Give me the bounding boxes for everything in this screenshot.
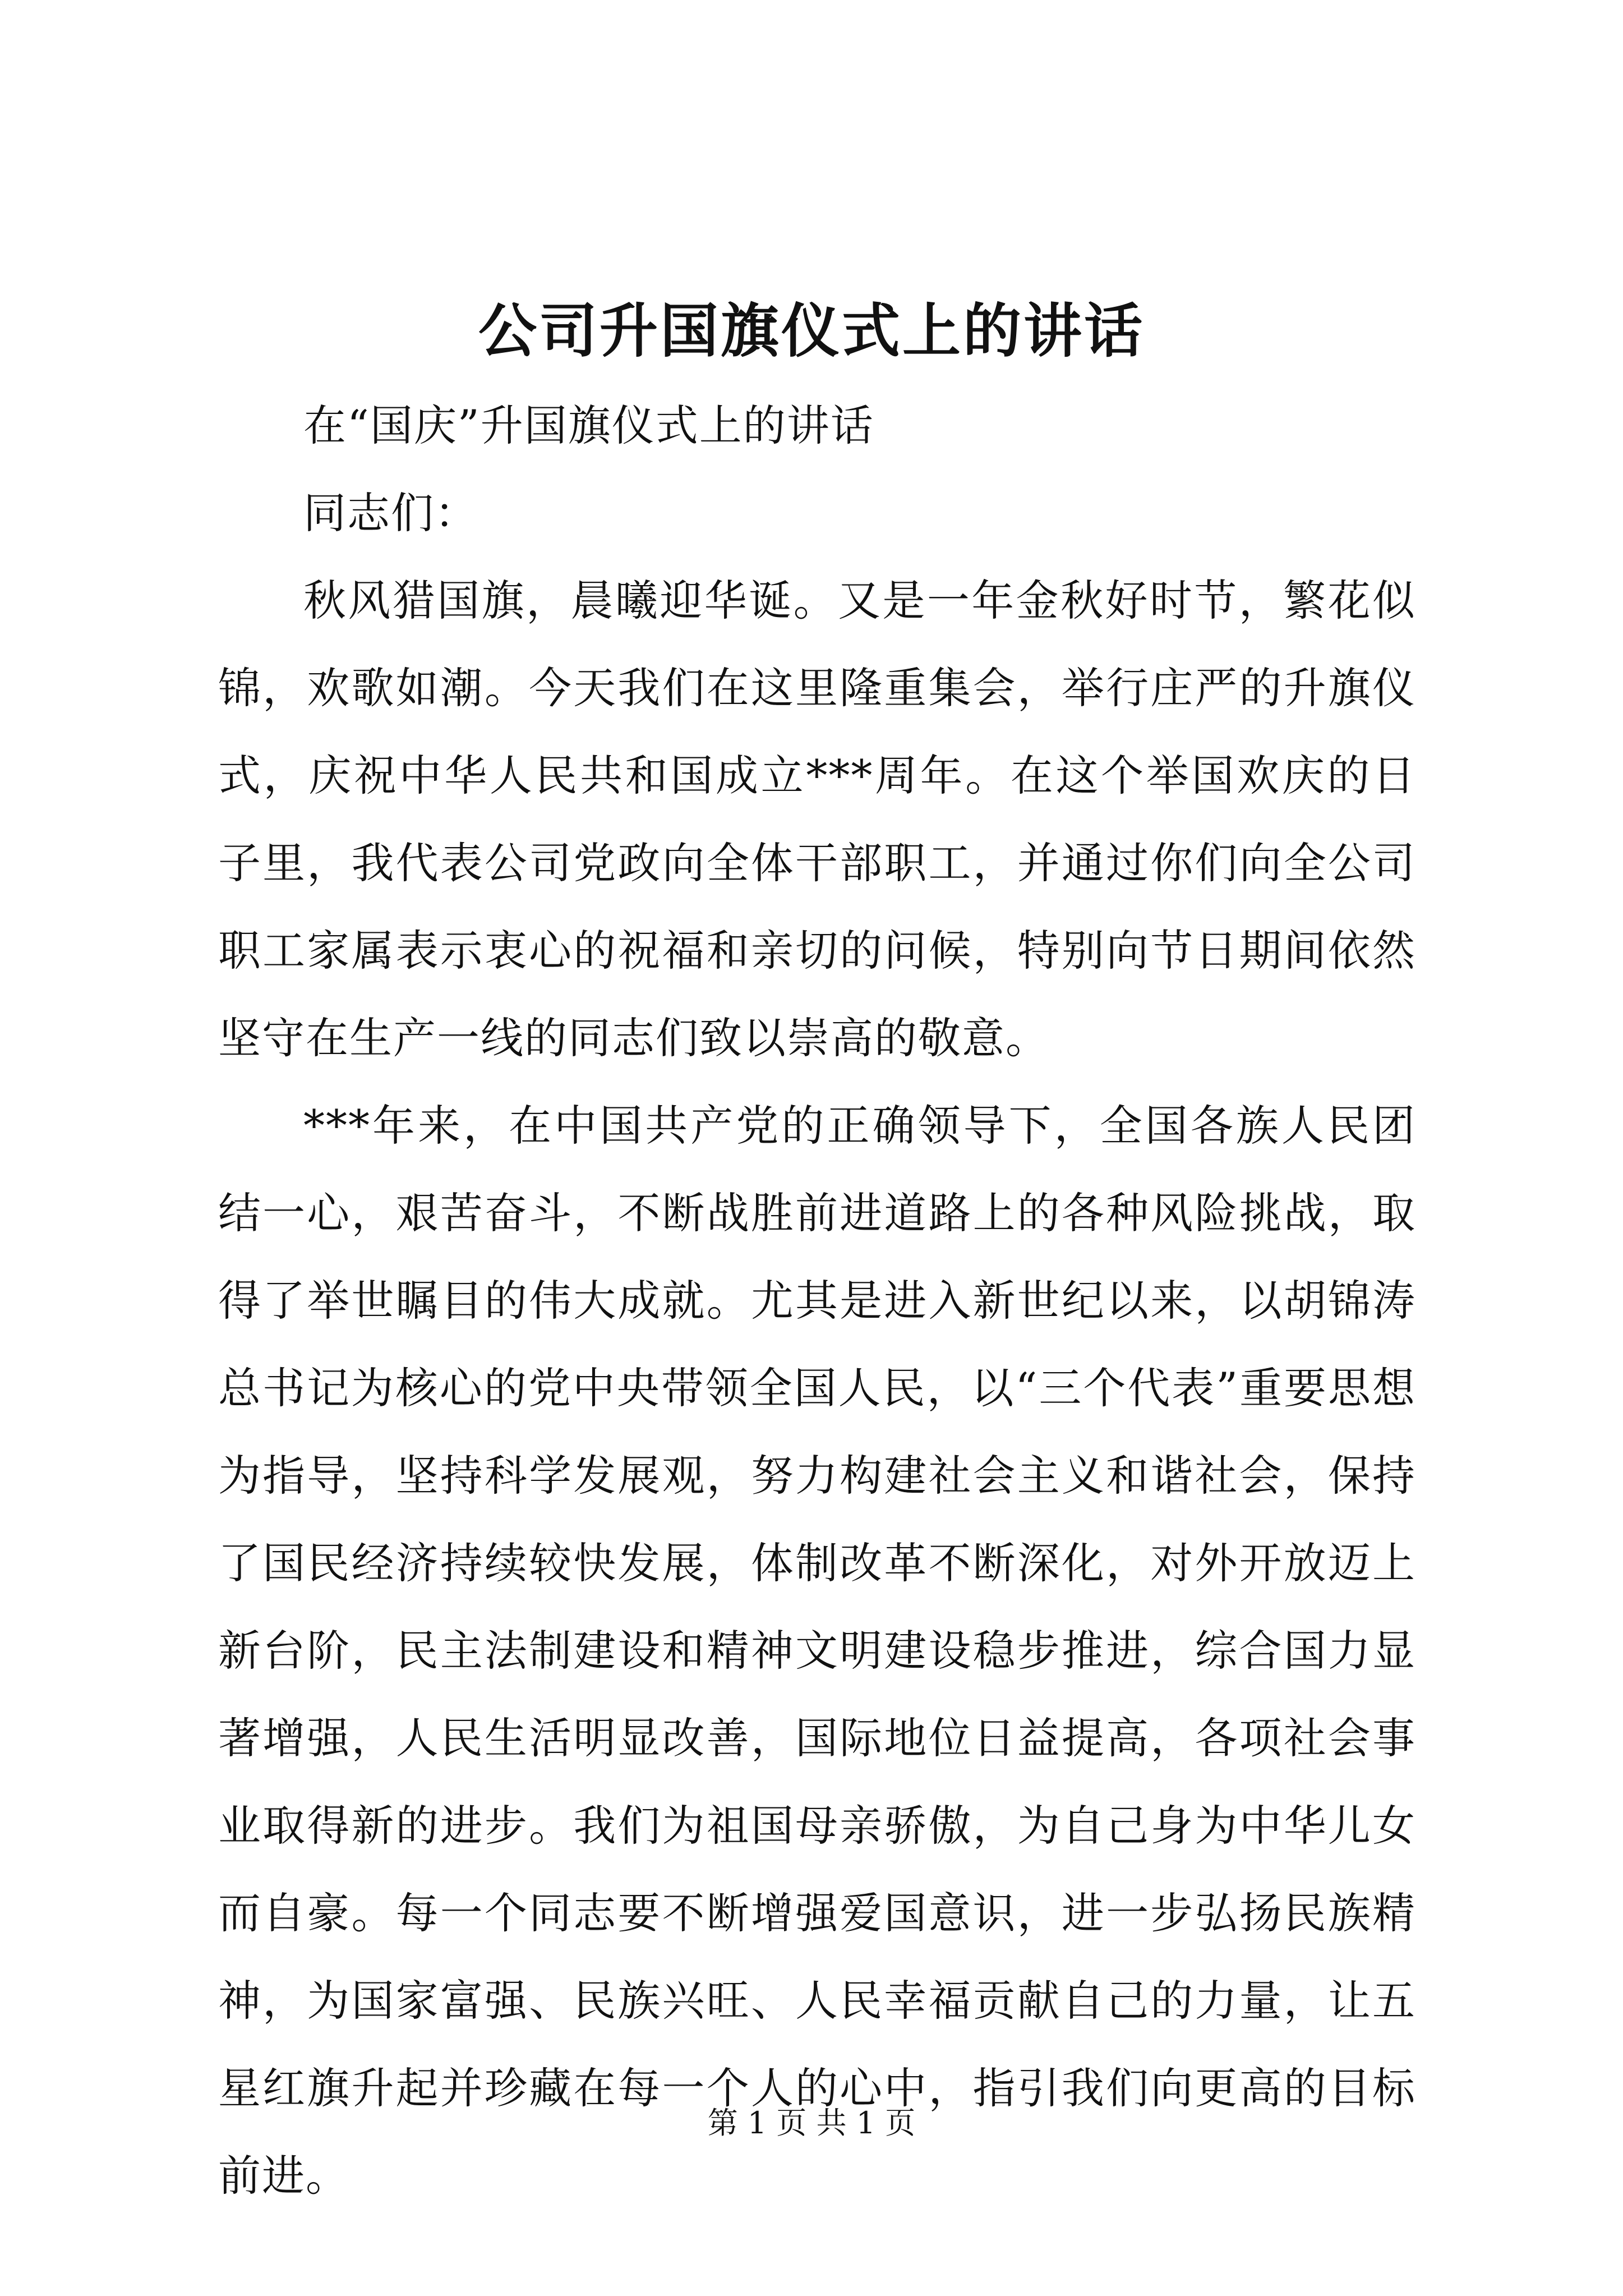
document-body xyxy=(218,382,1416,2220)
salutation: 同志们： xyxy=(303,488,478,538)
speech-subtitle: 在“国庆”升国旗仪式上的讲话 xyxy=(303,401,874,450)
body-paragraph: ***年来，在中国共产党的正确领导下，全国各族人民团结一心，艰苦奋斗，不断战胜前进道路上的各种风险挑战，取得了举世瞩目的伟大成就。尤其是进入新世纪以来，以胡锦涛总书记为核心的党中央带领全国人民，以“三个代表”重要思想为指导，坚持科学发展观，努力构建社会主义和谐社会，保持了国民经济持续较快发展，体制改革不断深化，对外开放迈上新台阶，民主法制建设和精神文明建设稳步推进，综合国力显著增强，人民生活明显改善，国际地位日益提高，各项社会事业取得新的进步。我们为祖国母亲骄傲，为自己身为中华儿女而自豪。每一个同志要不断增强爱国意识，进一步弘扬民族精神，为国家富强、民族兴旺、人民幸福贡献自己的力量，让五星红旗升起并珍藏在每一个人的心中，指引我们向更高的目标前进。 xyxy=(218,1101,1416,2201)
document-title: 公司升国旗仪式上的讲话 xyxy=(478,296,1145,365)
body-paragraph: 秋风猎国旗，晨曦迎华诞。又是一年金秋好时节，繁花似锦，欢歌如潮。今天我们在这里隆重集会，举行庄严的升旗仪式，庆祝中华人民共和国成立***周年。在这个举国欢庆的日子里，我代表公司党政向全体干部职工，并通过你们向全公司职工家属表示衷心的祝福和亲切的问候，特别向节日期间依然坚守在生产一线的同志们致以崇高的敬意。 xyxy=(218,576,1416,1063)
page-footer: 第 1 页 共 1 页 xyxy=(707,2105,916,2141)
